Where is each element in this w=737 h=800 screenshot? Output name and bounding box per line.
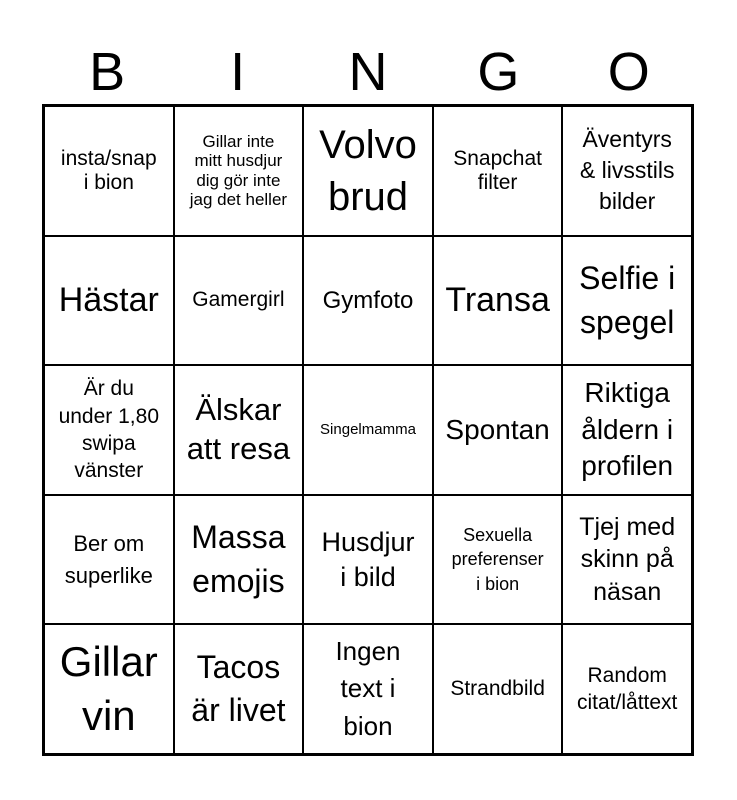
bingo-cell-r4c3[interactable] [303,495,433,625]
cell-text: Gillar inte mitt husdjur dig gör inte jag det heller [189,131,288,210]
cell-text: Random citat/låttext [577,663,678,715]
cell-text: Transa [445,280,550,319]
cell-text: Spontan [445,413,550,445]
bingo-cell-r3c3[interactable] [303,365,433,495]
bingo-cell-r2c1[interactable] [44,236,174,366]
bingo-cell-r1c3[interactable] [303,106,433,236]
cell-text: Husdjur i bild [321,526,415,592]
bingo-cell-r5c1[interactable] [44,624,174,754]
bingo-cell-r1c5[interactable] [562,106,692,236]
cell-text: Ingen text i bion [335,635,401,742]
bingo-cell-r3c1[interactable] [44,365,174,495]
bingo-cell-r1c1[interactable] [44,106,174,236]
cell-text: Tjej med skinn på näsan [579,512,676,606]
cell-text: Gamergirl [192,288,285,312]
bingo-cell-r4c1[interactable] [44,495,174,625]
bingo-cell-r5c4[interactable] [433,624,563,754]
cell-text: Gillar vin [59,637,158,740]
cell-text: Sexuella preferenser i bion [451,525,544,594]
cell-text: insta/snap i bion [60,146,157,194]
bingo-board [42,104,694,756]
cell-text: Hästar [58,280,159,319]
bingo-cell-r2c4[interactable] [433,236,563,366]
bingo-cell-r2c5[interactable] [562,236,692,366]
cell-text: Strandbild [450,677,545,701]
header-letter-o: O [607,42,650,102]
bingo-cell-r5c5[interactable] [562,624,692,754]
bingo-cell-r2c2[interactable] [174,236,304,366]
cell-text: Älskar att resa [186,392,291,466]
cell-text: Singelmamma [320,421,416,439]
bingo-cell-r3c5[interactable] [562,365,692,495]
bingo-cell-r4c4[interactable] [433,495,563,625]
header-letter-g: G [477,42,520,102]
cell-text: Massa emojis [191,519,286,599]
cell-text: Gymfoto [322,286,414,314]
bingo-header [42,40,694,104]
bingo-cell-r5c2[interactable] [174,624,304,754]
cell-text: Tacos är livet [191,649,286,729]
cell-text: Volvo brud [319,122,417,219]
cell-text: Är du under 1,80 swipa vänster [58,377,159,483]
bingo-cell-r1c2[interactable] [174,106,304,236]
bingo-cell-r2c3[interactable] [303,236,433,366]
header-letter-i: I [230,42,246,102]
bingo-cell-r1c4[interactable] [433,106,563,236]
cell-text: Snapchat filter [453,146,542,194]
bingo-cell-r4c5[interactable] [562,495,692,625]
bingo-cell-r3c4[interactable] [433,365,563,495]
cell-text: Ber om superlike [64,530,153,588]
cell-text: Äventyrs & livsstils bilder [579,126,675,215]
bingo-cell-r5c3[interactable] [303,624,433,754]
cell-text: Riktiga åldern i profilen [581,377,674,482]
cell-text: Selfie i spegel [579,259,676,341]
bingo-cell-r3c2[interactable] [174,365,304,495]
header-letter-b: B [89,42,126,102]
header-letter-n: N [348,42,388,102]
bingo-cell-r4c2[interactable] [174,495,304,625]
